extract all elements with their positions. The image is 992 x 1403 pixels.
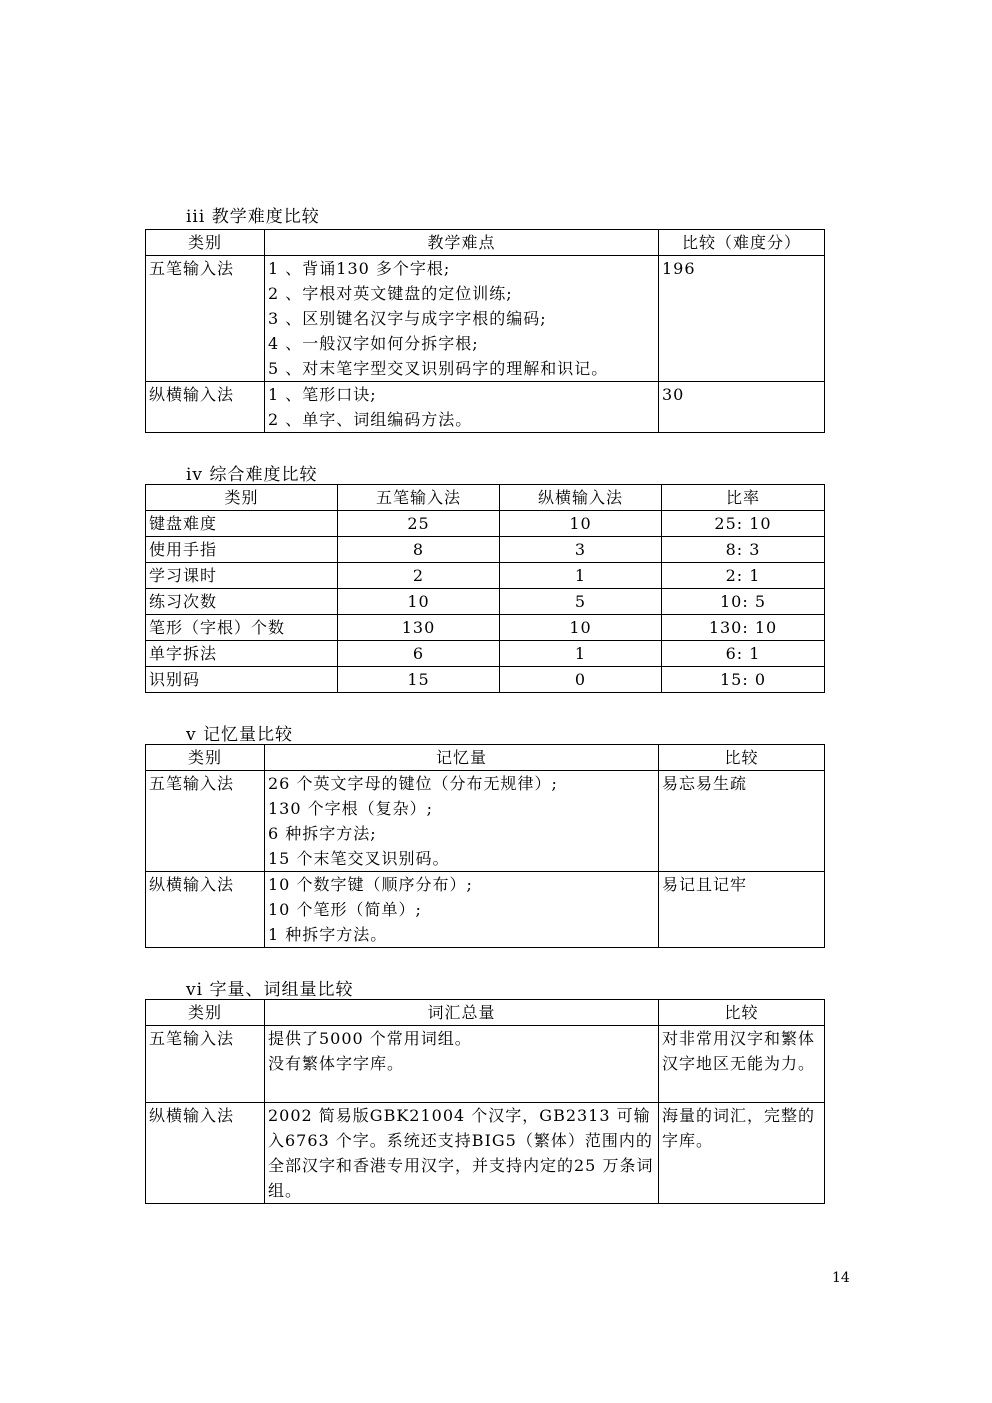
header-category: 类别	[146, 745, 265, 771]
vocab-line: 提供了5000 个常用词组。	[268, 1029, 472, 1048]
row-zongheng: 10	[500, 615, 662, 641]
row-ratio: 2: 1	[662, 563, 825, 589]
table-row	[146, 641, 825, 667]
row-compare: 海量的词汇，完整的字库。	[659, 1103, 825, 1204]
row-compare: 对非常用汉字和繁体汉字地区无能为力。	[659, 1026, 825, 1103]
row-category: 使用手指	[146, 537, 338, 563]
memory-line: 10 个数字键（顺序分布）;	[268, 875, 473, 894]
row-ratio: 130: 10	[662, 615, 825, 641]
teaching-difficulty-table	[145, 229, 825, 433]
row-ratio: 8: 3	[662, 537, 825, 563]
table-row	[146, 563, 825, 589]
point-line: 1 、笔形口诀;	[268, 385, 377, 404]
row-items: 2002 简易版GBK21004 个汉字，GB2313 可输入6763 个字。系统还支持BIG5（繁体）范围内的全部汉字和香港专用汉字，并支持内定的25 万条词组。	[265, 1103, 659, 1204]
row-category: 学习课时	[146, 563, 338, 589]
point-line: 1 、背诵130 多个字根;	[268, 259, 451, 278]
memory-line: 130 个字根（复杂）;	[268, 799, 434, 818]
row-ratio: 25: 10	[662, 511, 825, 537]
table-row	[146, 1026, 825, 1103]
memory-line: 10 个笔形（简单）;	[268, 900, 422, 919]
header-category: 类别	[146, 1000, 265, 1026]
header-zongheng: 纵横输入法	[500, 485, 662, 511]
point-line: 5 、对末笔字型交叉识别码字的理解和识记。	[268, 359, 609, 378]
row-category: 纵横输入法	[146, 872, 265, 948]
row-items	[265, 1026, 659, 1103]
row-category: 五笔输入法	[146, 1026, 265, 1103]
header-score: 比较（难度分）	[659, 230, 825, 256]
row-wubi: 2	[338, 563, 500, 589]
header-category: 类别	[146, 485, 338, 511]
row-category: 五笔输入法	[146, 256, 265, 382]
vocab-line: 没有繁体字字库。	[268, 1054, 405, 1073]
row-category: 笔形（字根）个数	[146, 615, 338, 641]
row-category: 识别码	[146, 667, 338, 693]
point-line: 2 、单字、词组编码方法。	[268, 410, 473, 429]
row-category: 五笔输入法	[146, 771, 265, 872]
header-category: 类别	[146, 230, 265, 256]
row-ratio: 10: 5	[662, 589, 825, 615]
table-row	[146, 771, 825, 872]
row-category: 纵横输入法	[146, 1103, 265, 1204]
row-wubi: 6	[338, 641, 500, 667]
memory-line: 1 种拆字方法。	[268, 925, 388, 944]
row-wubi: 15	[338, 667, 500, 693]
table-row	[146, 256, 825, 382]
row-points	[265, 256, 659, 382]
row-zongheng: 5	[500, 589, 662, 615]
table-row	[146, 1103, 825, 1204]
header-wubi: 五笔输入法	[338, 485, 500, 511]
header-points: 教学难点	[265, 230, 659, 256]
header-compare: 比较	[659, 1000, 825, 1026]
row-compare: 易忘易生疏	[659, 771, 825, 872]
header-ratio: 比率	[662, 485, 825, 511]
row-ratio: 15: 0	[662, 667, 825, 693]
header-memory: 记忆量	[265, 745, 659, 771]
memory-line: 26 个英文字母的键位（分布无规律）;	[268, 774, 558, 793]
row-category: 单字拆法	[146, 641, 338, 667]
row-ratio: 6: 1	[662, 641, 825, 667]
row-score: 196	[659, 256, 825, 382]
section-v-title: v 记忆量比较	[186, 725, 294, 745]
row-points	[265, 382, 659, 433]
section-iii-title: iii 教学难度比较	[186, 207, 320, 227]
row-zongheng: 1	[500, 563, 662, 589]
table-row	[146, 615, 825, 641]
row-score: 30	[659, 382, 825, 433]
memory-line: 15 个末笔交叉识别码。	[268, 849, 450, 868]
overall-difficulty-table	[145, 484, 825, 693]
row-wubi: 130	[338, 615, 500, 641]
row-wubi: 25	[338, 511, 500, 537]
section-iv-title: iv 综合难度比较	[186, 465, 318, 485]
row-category: 键盘难度	[146, 511, 338, 537]
table-row	[146, 511, 825, 537]
table-row	[146, 382, 825, 433]
row-zongheng: 3	[500, 537, 662, 563]
row-compare: 易记且记牢	[659, 872, 825, 948]
row-zongheng: 1	[500, 641, 662, 667]
section-vi-title: vi 字量、词组量比较	[186, 980, 354, 1000]
point-line: 4 、一般汉字如何分拆字根;	[268, 334, 479, 353]
row-category: 练习次数	[146, 589, 338, 615]
row-wubi: 8	[338, 537, 500, 563]
row-category: 纵横输入法	[146, 382, 265, 433]
table-row	[146, 872, 825, 948]
row-zongheng: 10	[500, 511, 662, 537]
point-line: 2 、字根对英文键盘的定位训练;	[268, 284, 513, 303]
row-items	[265, 872, 659, 948]
row-wubi: 10	[338, 589, 500, 615]
table-row	[146, 537, 825, 563]
point-line: 3 、区别键名汉字与成字字根的编码;	[268, 309, 547, 328]
page-number: 14	[832, 1270, 850, 1286]
table-row	[146, 589, 825, 615]
vocabulary-table	[145, 999, 825, 1204]
memory-line: 6 种拆字方法;	[268, 824, 377, 843]
header-vocab: 词汇总量	[265, 1000, 659, 1026]
row-zongheng: 0	[500, 667, 662, 693]
row-items	[265, 771, 659, 872]
memory-load-table	[145, 744, 825, 948]
table-row	[146, 667, 825, 693]
header-compare: 比较	[659, 745, 825, 771]
